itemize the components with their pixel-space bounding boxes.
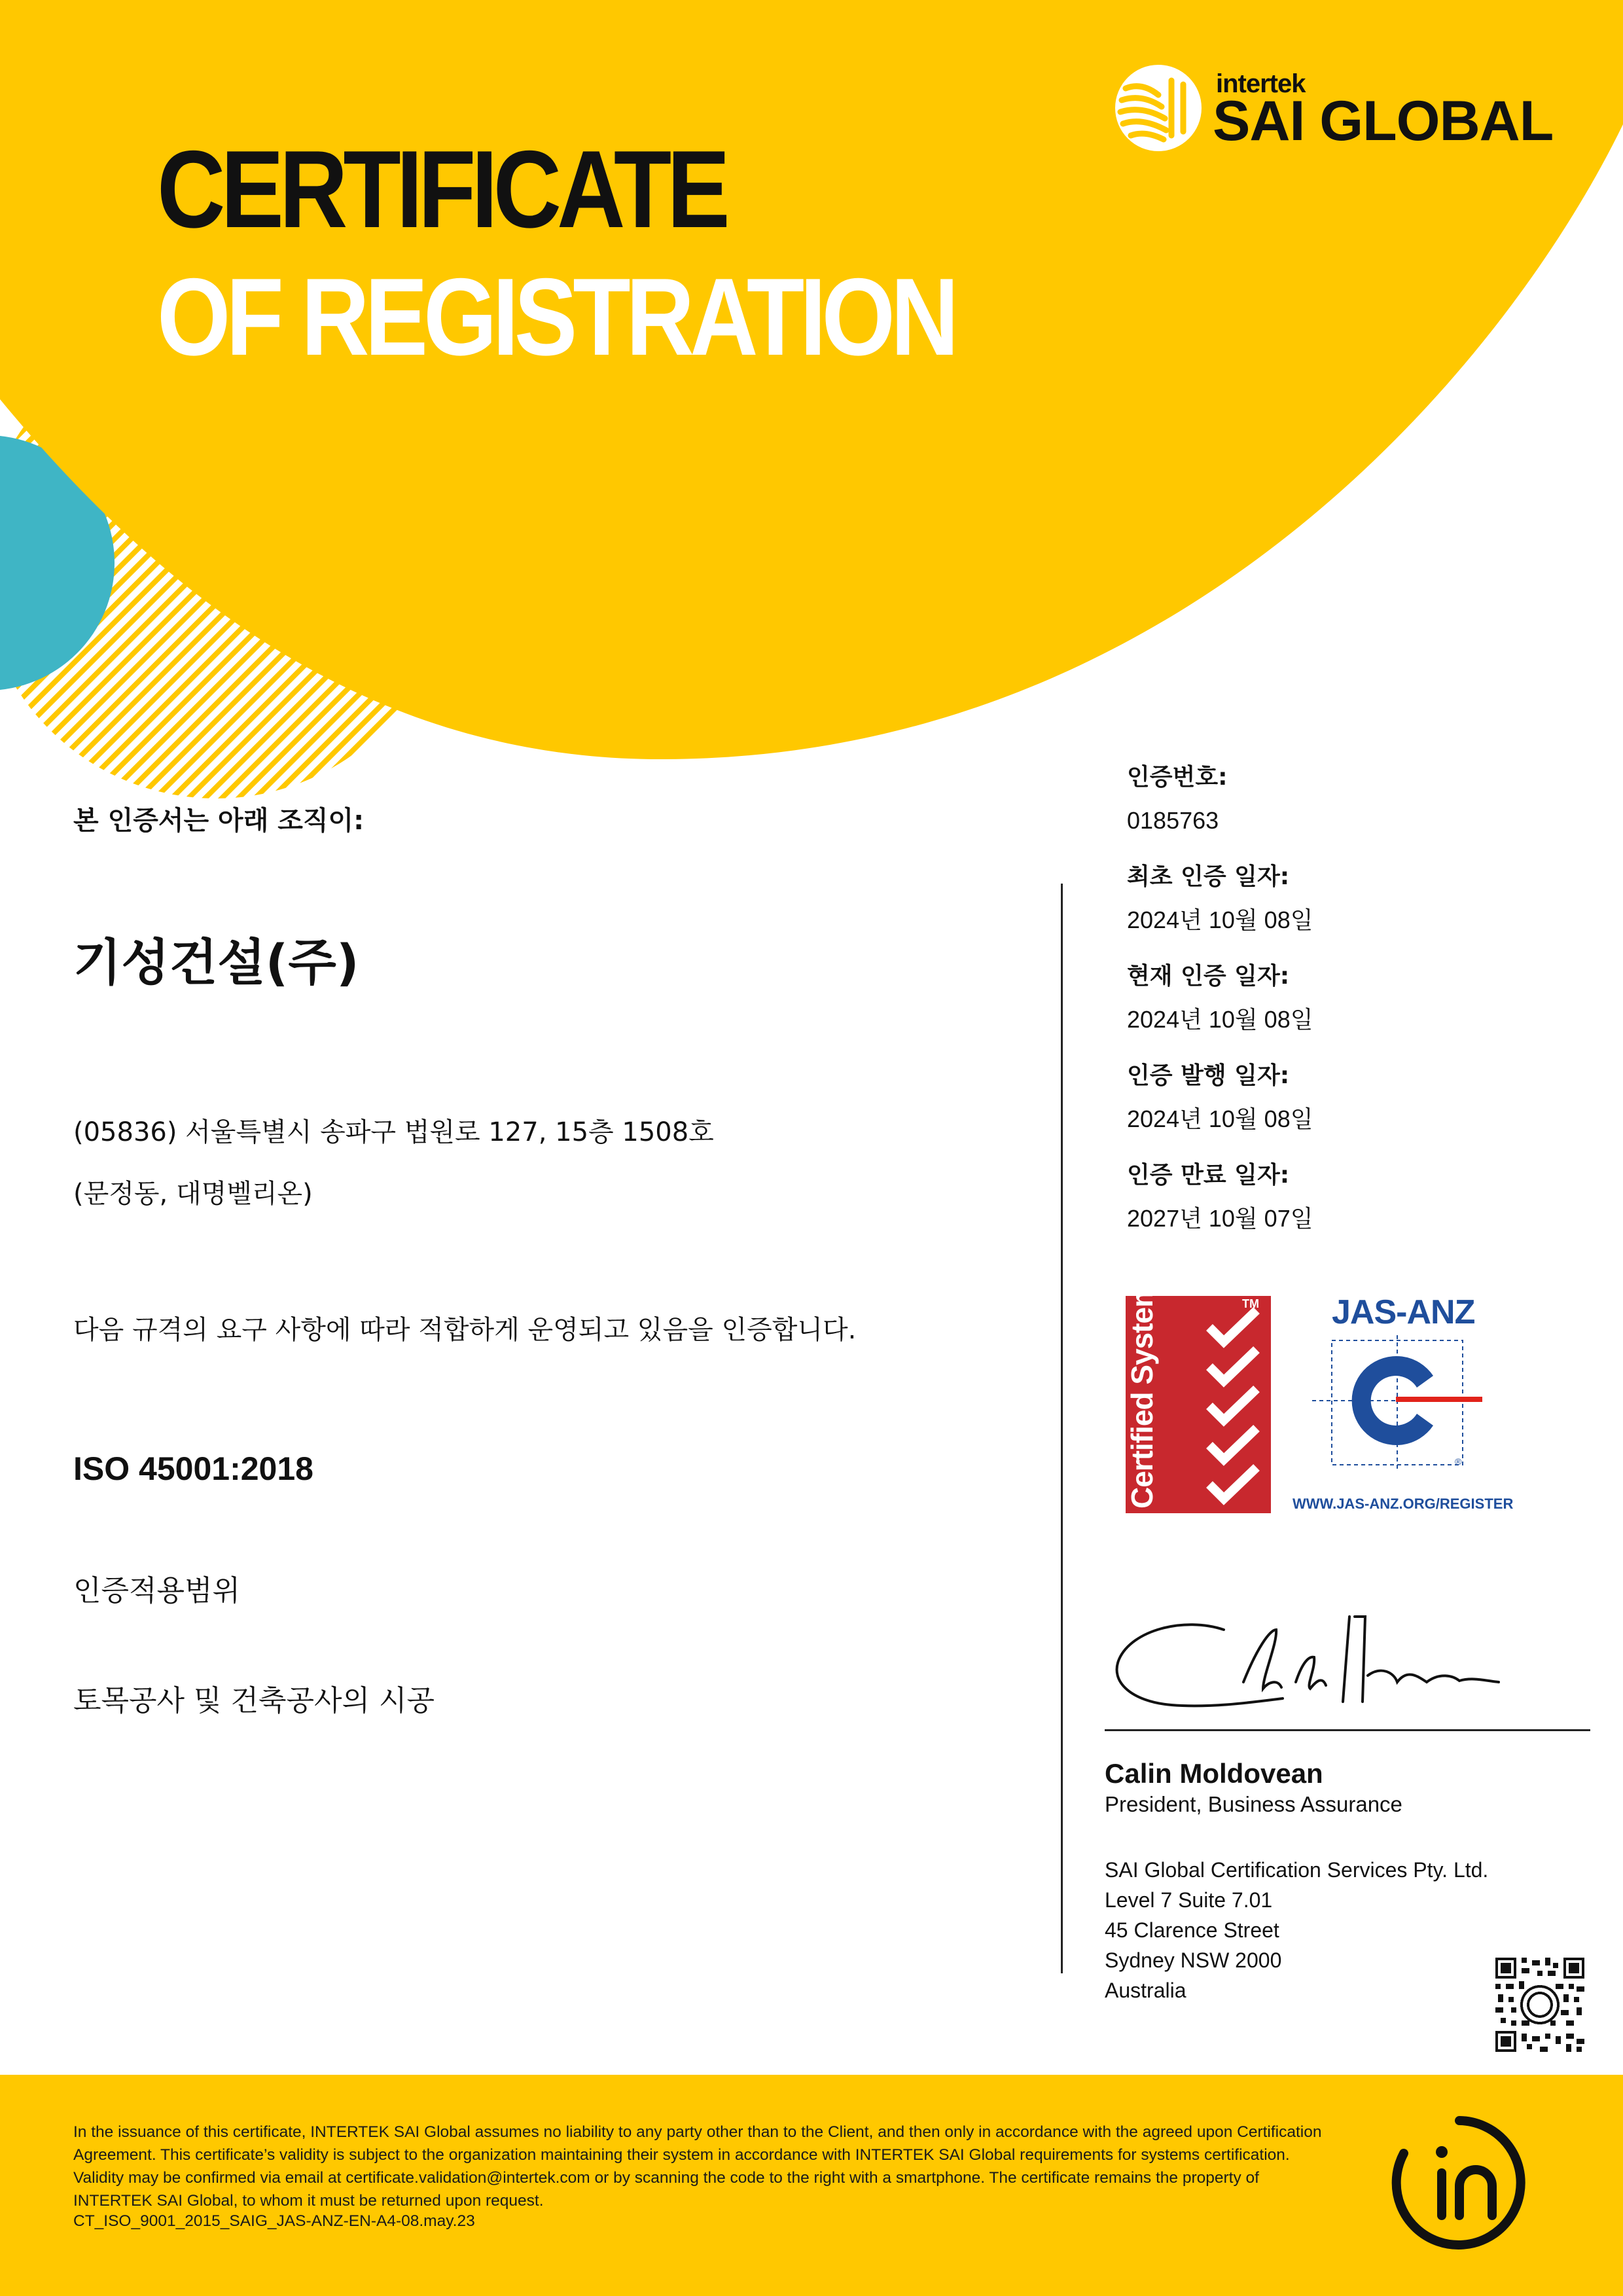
footer-doc-code: CT_ISO_9001_2015_SAIG_JAS-ANZ-EN-A4-08.may.23: [73, 2212, 475, 2230]
current-date-label: 현재 인증 일자:: [1127, 963, 1290, 990]
expiry-date-group: [1127, 1164, 1585, 1230]
company-address-4: Australia: [1105, 1979, 1186, 2002]
address-line-1: (05836) 서울특별시 송파구 법원로 127, 15층 1508호: [73, 1117, 714, 1147]
first-date-label: 최초 인증 일자:: [1127, 863, 1290, 890]
address-line-2: (문정동, 대명벨리온): [73, 1179, 313, 1209]
jas-anz-url: WWW.JAS-ANZ.ORG/REGISTER: [1293, 1496, 1514, 1512]
certificate-info: [1127, 766, 1585, 1263]
scope-value: 토목공사 및 건축공사의 시공: [73, 1684, 435, 1717]
issue-date-group: [1127, 1064, 1585, 1131]
current-date-value: 2024년 10월 08일: [1127, 1006, 1313, 1033]
title-of-registration: OF REGISTRATION: [157, 255, 955, 378]
brand-sai-global: SAI GLOBAL: [1213, 90, 1554, 152]
registered-mark: ®: [1455, 1456, 1462, 1467]
signer-title: President, Business Assurance: [1105, 1792, 1402, 1816]
iso-standard: ISO 45001:2018: [73, 1450, 313, 1487]
current-date-group: [1127, 965, 1585, 1031]
company-address: [1105, 1855, 1488, 2005]
intertek-in-logo-icon: [1391, 2114, 1528, 2251]
expiry-date-label: 인증 만료 일자:: [1127, 1162, 1290, 1189]
issue-date-label: 인증 발행 일자:: [1127, 1062, 1290, 1089]
title-certificate: CERTIFICATE: [157, 128, 726, 251]
expiry-date-value: 2027년 10월 07일: [1127, 1205, 1313, 1232]
jas-anz-logo-icon: [1312, 1335, 1489, 1473]
signature-line: [1105, 1729, 1590, 1731]
company-name: SAI Global Certification Services Pty. Ltd.: [1105, 1858, 1489, 1882]
signer-name: Calin Moldovean: [1105, 1758, 1323, 1789]
tm-mark: TM: [1242, 1297, 1259, 1310]
company-address-2: 45 Clarence Street: [1105, 1918, 1279, 1942]
signature: [1106, 1604, 1512, 1721]
sai-global-logo-icon: [1113, 62, 1204, 154]
intro-text: 본 인증서는 아래 조직이:: [73, 806, 365, 836]
vertical-divider: [1061, 884, 1063, 1973]
certified-system-text: Certified System: [1125, 1281, 1159, 1509]
footer-disclaimer: In the issuance of this certificate, INTERTEK SAI Global assumes no liability to any party other than to the Client, and then only in accordance with the agreed upon Certification Agreement. This certificate’s validity is subject to the organization maintaining their system in accordance with INTERTEK SAI Global requirements for systems certification. Validity may be confirmed via email at certificate.validation@intertek.com or by scanning the code to the right with a smartphone. The certificate remains the property of INTERTEK SAI Global, to whom it must be returned upon request.: [73, 2123, 1322, 2210]
certification-statement: 다음 규격의 요구 사항에 따라 적합하게 운영되고 있음을 인증합니다.: [73, 1315, 857, 1345]
scope-label: 인증적용범위: [73, 1574, 241, 1607]
cert-number-label: 인증번호:: [1127, 764, 1228, 791]
organization-name: 기성건설(주): [73, 933, 359, 992]
jas-anz-title: JAS-ANZ: [1332, 1293, 1475, 1331]
company-address-1: Level 7 Suite 7.01: [1105, 1888, 1273, 1912]
first-date-value: 2024년 10월 08일: [1127, 906, 1313, 933]
company-address-3: Sydney NSW 2000: [1105, 1948, 1282, 1972]
first-date-group: [1127, 865, 1585, 932]
cert-number-group: [1127, 766, 1585, 833]
cert-number-value: 0185763: [1127, 807, 1219, 834]
issue-date-value: 2024년 10월 08일: [1127, 1105, 1313, 1132]
qr-code-icon[interactable]: [1495, 1957, 1584, 2053]
brand-intertek: intertek: [1216, 69, 1306, 98]
